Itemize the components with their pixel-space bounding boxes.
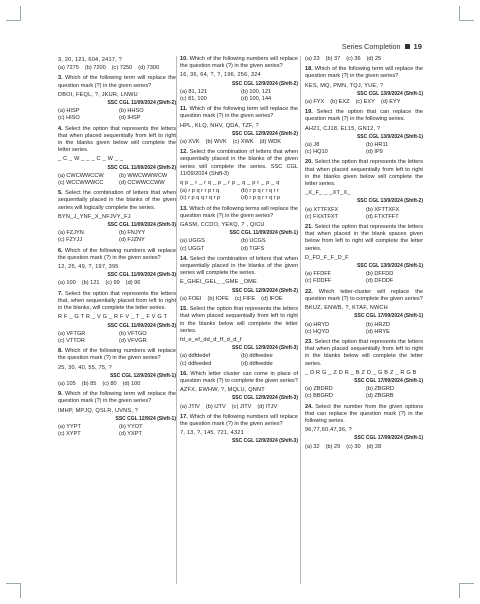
answer-option: (c) VTTOR — [58, 337, 85, 344]
answer-option: (c) HQYD — [305, 328, 330, 335]
answer-option: (a) r p q r r p r q — [180, 188, 220, 195]
crop-mark-bottom-left — [6, 583, 21, 598]
question-body: Which of the following numbers will replace the question mark (?) in the given series? — [180, 56, 299, 70]
answer-option: (b) 100, 121 — [241, 88, 272, 95]
series-text: _X_F_ _ _XT_X_ — [305, 190, 351, 197]
question-text — [305, 289, 423, 303]
answer-option: (b) HRZD — [366, 321, 390, 328]
answer-option: (d) WDK — [259, 139, 282, 146]
exam-source: SSC CGL 12/9/2024 (Shift-3) — [231, 438, 298, 445]
answer-option: (a) JTIV — [180, 403, 200, 410]
answer-option: (d) ITJV — [257, 403, 278, 410]
answer-option: (b) 7200 — [84, 65, 106, 72]
exam-source: SSC CGL 17/09/2024 (Shift-1) — [354, 313, 423, 320]
answer-option: (d) IFOE — [261, 295, 283, 302]
column-middle — [180, 56, 298, 447]
page-header — [342, 42, 422, 51]
answer-option: (c) JITV — [231, 403, 252, 410]
answer-options — [58, 331, 176, 345]
answer-option: (b) 85 — [81, 380, 97, 387]
series-text: fd_e_ef_dd_d_ff_d_d_f — [180, 336, 242, 343]
answer-option: (c) 99 — [105, 280, 120, 287]
column-divider — [300, 56, 301, 584]
question-text — [58, 190, 176, 212]
answer-option: (c) XYPT — [58, 431, 81, 438]
exam-source: SSC CGL 12/9/24 (Shift-1) — [115, 415, 176, 422]
answer-option: (b) IJTV — [205, 403, 226, 410]
exam-source: SSC CGL 11/09/2024 (Shift-3) — [107, 222, 176, 229]
series-text: HPL, KLQ, NHV, QDA, TZF, ? — [180, 122, 259, 129]
answer-option: (c) 7250 — [111, 65, 133, 72]
answer-option: (b) DFFDD — [366, 271, 394, 278]
series-text: 7, 13, ?, 145, 721, 4321 — [180, 430, 244, 437]
answer-option: (b) 29 — [325, 443, 341, 450]
question-number: 13. — [180, 205, 188, 212]
question-text — [180, 371, 298, 385]
series-text: D_FD_F_F_D_F — [305, 254, 349, 261]
question-text — [180, 106, 298, 120]
question-body: Which letter-cluster will replace the question mark (?) to complete the given series? — [305, 288, 424, 302]
question-number: 15. — [180, 306, 188, 313]
answer-option: (d) r p q r r q r p — [241, 195, 281, 202]
answer-option: (b) FNJYY — [119, 230, 146, 237]
answer-option: (d) ZBGRB — [366, 393, 394, 400]
answer-option: (a) ddfdedef — [180, 353, 211, 360]
exam-source: SSC CGL 12/9/2024 (Shift-2) — [231, 287, 298, 294]
question-number: 9. — [58, 391, 63, 398]
answer-option: (b) WVK — [205, 139, 227, 146]
answer-option: (d) ddfeedde — [241, 360, 273, 367]
question-body: Which of the following numbers will replace the question mark (?) in the given series? — [58, 348, 176, 362]
column-divider — [176, 56, 177, 584]
answer-option: (a) XTTFXFX — [305, 206, 339, 213]
answer-option: (b) ZBGRD — [366, 386, 394, 393]
answer-option: (b) HR11 — [366, 142, 389, 149]
exam-source: SSC CGL 11/09/2024 (Shift-1) — [229, 230, 298, 237]
question-body: Which of the following numbers will replace the question mark (?) in the given series? — [180, 413, 299, 427]
answer-option: (c) XWK — [232, 139, 254, 146]
answer-option: (c) 36 — [346, 56, 361, 62]
question-number: 11. — [180, 106, 188, 113]
series-text: 96,77,60,47,36, ? — [305, 427, 352, 434]
answer-option: (d) EYY — [380, 99, 401, 106]
series-text: IMHP, MPJQ, QSLR, UVNS, ? — [58, 407, 139, 414]
question-text — [180, 414, 298, 428]
answer-option: (c) ddfeeded — [180, 360, 212, 367]
exam-source: SSC CGL 11/09/2024 (Shift-2) — [107, 100, 176, 107]
question-text — [58, 391, 176, 405]
question-body: Which of the following terms will replace the question mark (?) in the given series? — [180, 205, 298, 219]
answer-options — [58, 108, 176, 122]
question-text — [305, 109, 423, 123]
question-number: 5. — [58, 190, 63, 197]
series-text: BYN_J_YNF_X_NFJVY_FJ — [58, 213, 131, 220]
answer-option: (d) IP9 — [366, 149, 383, 156]
question-text — [58, 248, 176, 262]
answer-option: (a) 105 — [58, 380, 76, 387]
answer-option: (c) UGGT — [180, 245, 205, 252]
answer-option: (d) VFVGR — [119, 337, 147, 344]
series-text: GASM, CCDO, YEKQ, ? , QICU — [180, 222, 265, 229]
answer-option: (a) J8 — [305, 142, 320, 149]
series-text: 12, 25, 49, ?, 197, 395 — [58, 264, 119, 271]
answer-options — [180, 139, 298, 146]
series-text: AZFX, EWHW, ?, MQLU, QNNT — [180, 387, 265, 394]
answer-options — [305, 322, 423, 336]
question-text — [305, 339, 423, 368]
question-number: 20. — [305, 159, 313, 166]
series-text: 25, 30, 40, 55, 75, ? — [58, 364, 112, 371]
series-text: R F _ G T R _ V G _ R F V _ T _ F V G T — [58, 314, 168, 321]
answer-option: (c) WCCWWWCC — [58, 180, 104, 187]
answer-options — [305, 56, 423, 63]
answer-option: (a) YYPT — [58, 423, 81, 430]
series-text: q p _ r _ r q _ p _ r p _ q _ p r _ p _ q — [180, 180, 280, 187]
answer-option: (a) FZJYN — [58, 230, 84, 237]
exam-source: SSC CGL 12/9/2024 (Shift-2) — [231, 80, 298, 87]
answer-option: (c) 81, 100 — [180, 96, 207, 103]
question-number: 22. — [305, 288, 313, 295]
column-left — [58, 56, 176, 441]
section-title: Series Completion — [341, 42, 401, 51]
series-text: BKUZ, ENWB, ?, KTAF, NWCH — [305, 305, 388, 312]
answer-options — [180, 188, 298, 202]
answer-option: (b) VFTGO — [119, 330, 147, 337]
answer-option: (c) FXXTFXT — [305, 213, 338, 220]
answer-options — [180, 89, 298, 103]
question-number: 18. — [305, 66, 313, 73]
answer-options — [180, 353, 298, 367]
answer-options — [305, 99, 423, 106]
answer-option: (b) 37 — [325, 56, 341, 62]
question-body: Select the combination of letters that when sequentially placed in the blanks of the given series will complete the series. — [180, 255, 298, 277]
question-body: Select the option that represents the letters that, when sequentially placed from left to right in the blanks, will complete the letter series. — [58, 290, 177, 312]
answer-option: (a) XVK — [180, 139, 200, 146]
series-text: KES, MQ, PMN, TQJ, YUE, ? — [305, 82, 384, 89]
series-text: AH21, CJ18, EL15, GN12, ? — [305, 125, 381, 132]
answer-options — [305, 444, 423, 451]
series-text: _ C _ W _ _ _ C _ W _ _ — [58, 156, 124, 163]
answer-option: (d) FTXTFFT — [366, 213, 399, 220]
page-number: 19 — [413, 42, 422, 51]
question-text — [58, 291, 176, 313]
question-body: Select the combination of letters that when sequentially placed in the blanks of the given series will logically complete the series. — [58, 190, 176, 211]
exam-source: SSC CGL 13/9/2024 (Shift-1) — [356, 90, 423, 97]
answer-option: (b) HHSO — [119, 108, 144, 115]
answer-options — [180, 404, 298, 411]
exam-source: SSC CGL 12/9/2024 (Shift-2) — [231, 130, 298, 137]
question-body: Select the option that can replace the question mark (?) in the following series. — [305, 109, 423, 123]
answer-option: (a) CWCWWCCW — [58, 172, 104, 179]
answer-option: (b) EXZ — [330, 99, 350, 106]
exam-source: SSC CGL 17/09/2024 (Shift-1) — [354, 435, 423, 442]
exam-source: SSC CGL 12/9/2024 (Shift-3) — [231, 395, 298, 402]
series-text: _ D R G _ Z D R _ B Z D _ G B Z _ R G B — [305, 369, 417, 376]
answer-options — [58, 424, 176, 438]
answer-option: (a) ZBDRD — [305, 386, 333, 393]
question-text — [305, 159, 423, 188]
answer-option: (b) r p q r r q r r — [241, 188, 279, 195]
exam-source: SSC CGL 13/9/2024 (Shift-2) — [356, 198, 423, 205]
answer-option: (d) IHSP — [119, 115, 141, 122]
answer-option: (d) CCWWCCWW — [119, 180, 165, 187]
question-text — [58, 75, 176, 89]
answer-option: (a) 81, 121 — [180, 88, 208, 95]
answer-option: (b) ddfeedee — [241, 353, 273, 360]
exam-source: SSC CGL 11/09/2024 (Shift-2) — [107, 164, 176, 171]
answer-options — [58, 280, 176, 287]
question-body: Select the option that represents the letters that when placed sequentially from left to right in the blanks below will complete the letter series. — [305, 338, 423, 367]
question-text — [58, 348, 176, 362]
question-number: 17. — [180, 413, 188, 420]
answer-option: (c) HISO — [58, 115, 80, 122]
answer-option: (c) 30 — [346, 443, 361, 450]
answer-option: (a) UGGS — [180, 238, 205, 245]
exam-source: SSC CGL 12/9/2024 (Shift-1) — [109, 372, 176, 379]
question-text — [58, 126, 176, 155]
answer-option: (d) FJZNY — [119, 237, 145, 244]
answer-option: (b) YYOT — [119, 423, 143, 430]
answer-options — [58, 173, 176, 187]
answer-option: (a) FFDFF — [305, 271, 332, 278]
answer-option: (d) 25 — [366, 56, 382, 62]
question-text — [305, 66, 423, 80]
answer-option: (d) HRYE — [366, 328, 390, 335]
exam-source: SSC CGL 11/09/2024 (Shift-3) — [107, 322, 176, 329]
crop-mark-top-right — [459, 6, 474, 21]
answer-option: (a) HISP — [58, 108, 80, 115]
answer-option: (c) FIFE — [234, 295, 256, 302]
answer-options — [180, 238, 298, 252]
answer-option: (c) r p q q r q r p — [180, 195, 221, 202]
answer-option: (c) 80 — [102, 380, 117, 387]
answer-option: (a) FYX — [305, 99, 325, 106]
crop-mark-top-left — [6, 6, 21, 21]
series-text: 16, 36, 64, ?, ?, 196, 256, 324 — [180, 72, 261, 79]
question-body: Select the combination of letters that when sequentially placed in the blanks of the given series will complete the series. SSC CGL 11/09/2024 (Shift-3) — [180, 149, 298, 177]
answer-options — [305, 271, 423, 285]
crop-mark-bottom-right — [459, 583, 474, 598]
exam-source: SSC CGL 11/09/2024 (Shift-3) — [107, 272, 176, 279]
question-body: Which of the following term will replace the question mark (?) in the given series? — [305, 66, 423, 80]
answer-options — [58, 65, 176, 72]
answer-option: (c) EXY — [355, 99, 375, 106]
question-body: Select the option that represents the letters that when placed sequentially from left to right in the blanks given below will complete the letter series. — [58, 125, 177, 154]
answer-options — [305, 207, 423, 221]
answer-option: (c) BBGRD — [305, 393, 333, 400]
question-body: Select the option that represents the letters that when placed sequentially from left to right in the blanks given below will complete the letter series. — [305, 159, 423, 188]
exam-source: SSC CGL 13/9/2024 (Shift-1) — [356, 263, 423, 270]
answer-options — [58, 381, 176, 388]
answer-option: (d) DFDDF — [366, 278, 394, 285]
answer-option: (b) UCGS — [241, 238, 266, 245]
exam-source: SSC CGL 17/09/2024 (Shift-1) — [354, 377, 423, 384]
question-body: Which of the following numbers will replace the question mark (?) in the given series? — [58, 247, 176, 261]
question-number: 21. — [305, 224, 313, 231]
question-body: Which of the following term will replace the question mark (?) in the given series? — [58, 75, 176, 89]
question-number: 3. — [58, 75, 63, 82]
answer-options — [305, 142, 423, 156]
answer-option: (b) 121 — [81, 280, 100, 287]
answer-option: (d) 28 — [366, 443, 382, 450]
answer-option: (d) TGFS — [241, 245, 265, 252]
square-bullet-icon — [405, 44, 410, 49]
question-body: Which letter cluster can come in place of question mark (?) to complete the given series? — [180, 370, 298, 384]
answer-option: (c) FZYJJ — [58, 237, 83, 244]
answer-option: (a) 100 — [58, 280, 76, 287]
answer-option: (a) 23 — [305, 56, 320, 62]
question-number: 24. — [305, 403, 313, 410]
exam-source: SSC CGL 13/9/2024 (Shift-1) — [356, 133, 423, 140]
question-body: Which of the following term will replace the question mark (?) in the given series? — [58, 391, 176, 405]
answer-option: (a) 7275 — [58, 65, 79, 72]
question-body: Which of the following term will replace the question mark (?) in the given series? — [180, 106, 298, 120]
answer-options — [180, 296, 298, 303]
answer-option: (a) HRYD — [305, 321, 330, 328]
answer-option: (a) 32 — [305, 443, 320, 450]
exam-source: SSC CGL 12/9/2024 (Shift-3) — [231, 345, 298, 352]
question-number: 19. — [305, 109, 313, 116]
question-number: 8. — [58, 348, 63, 355]
answer-option: (d) 7300 — [138, 65, 160, 72]
question-number: 12. — [180, 149, 188, 156]
question-number: 7. — [58, 290, 63, 297]
question-text — [180, 206, 298, 220]
series-text: E_GHEI_GEL_ _GME _OME — [180, 279, 257, 286]
question-number: 6. — [58, 247, 63, 254]
answer-option: (c) FDDFF — [305, 278, 332, 285]
answer-option: (a) FOEI — [180, 295, 202, 302]
question-body: Select the option that represents the letters that when placed in the blank spaces given below from left to right will complete the letter series. — [305, 224, 423, 252]
answer-option: (a) VFTGR — [58, 330, 86, 337]
column-right — [305, 56, 423, 454]
question-text — [180, 306, 298, 335]
question-number: 23. — [305, 338, 313, 345]
answer-option: (d) 100, 144 — [241, 96, 272, 103]
answer-options — [58, 230, 176, 244]
question-body: Select the option that represents the letters that when placed sequentially from left to right in the blanks below will complete the letter series. — [180, 306, 298, 334]
question-text — [305, 404, 423, 426]
answer-option: (d) YXPT — [119, 431, 142, 438]
question-body: Select the number from the given options that can replace the question mark (?) in the following series. — [305, 403, 423, 424]
answer-option: (b) XFTTXFX — [366, 206, 400, 213]
answer-options — [305, 386, 423, 400]
answer-option: (b) WWCWWWCW — [119, 172, 168, 179]
answer-option: (d) 96 — [125, 280, 141, 287]
series-text: 3, 20, 121, 604, 2417, ? — [58, 57, 122, 63]
series-text: DBOI, FEQL, ?, JKUR, LNWU — [58, 91, 138, 98]
answer-option: (c) HQ10 — [305, 149, 328, 156]
question-number: 4. — [58, 125, 63, 132]
question-number: 16. — [180, 370, 188, 377]
answer-option: (d) 100 — [122, 380, 141, 387]
question-number: 10. — [180, 56, 188, 62]
question-text — [180, 149, 298, 178]
question-number: 14. — [180, 255, 188, 262]
question-text — [180, 56, 298, 70]
question-text — [305, 224, 423, 253]
answer-option: (b) IOFE — [207, 295, 229, 302]
question-text — [180, 256, 298, 278]
